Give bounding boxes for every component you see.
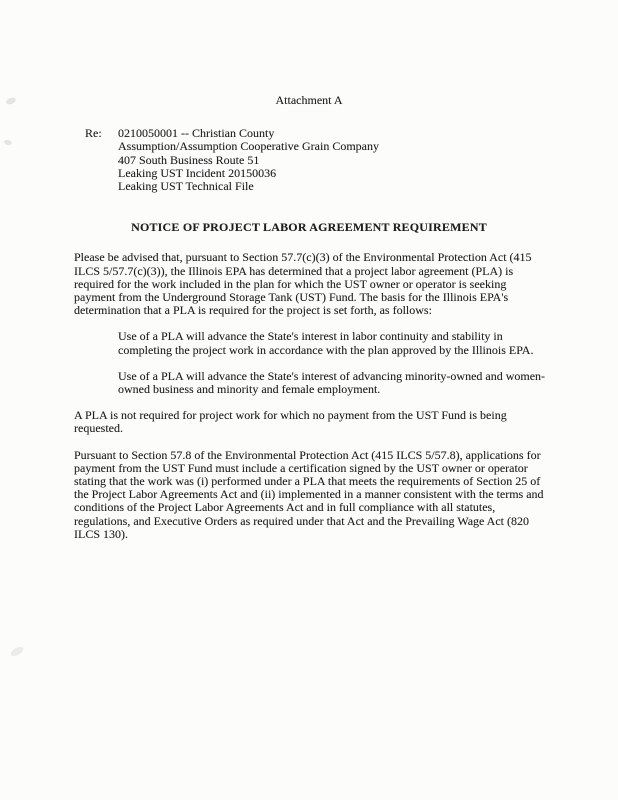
paragraph-basis-minority-owned: Use of a PLA will advance the State's interest of advancing minority-owned and women-owned business and minority and female employment.: [118, 368, 546, 397]
paragraph-basis-labor-continuity: Use of a PLA will advance the State's interest in labor continuity and stability in completing the project work in accordance with the plan approved by the Illinois EPA.: [118, 329, 534, 357]
notice-heading: NOTICE OF PROJECT LABOR AGREEMENT REQUIREMENT: [131, 220, 487, 235]
paragraph-advisory: Please be advised that, pursuant to Section 57.7(c)(3) of the Environmental Protection Act (415 ILCS 5/57.7(c)(3)), the Illinois EPA has determined that a project labor agreement (PLA) is required for the work included in the plan for which the UST owner or operator is seeking payment from the Underground Storage Tank (UST) Fund. The basis for the Illinois EPA's determination that a PLA is required for the project is set forth, as follows:: [74, 250, 532, 318]
paragraph-pla-not-required: A PLA is not required for project work for which no payment from the UST Fund is being requested.: [74, 408, 507, 436]
paragraph-certification-requirement: Pursuant to Section 57.8 of the Environmental Protection Act (415 ILCS 5/57.8), applications for payment from the UST Fund must include a certification signed by the UST owner or operator stating that the work was (i) performed under a PLA that meets the requirements of Section 25 of the Project Labor Agreements Act and (ii) implemented in a manner consistent with the terms and conditions of the Project Labor Agreements Act and in full compliance with all statutes, regulations, and Executive Orders as required under that Act and the Prevailing Wage Act (820 ILCS 130).: [74, 447, 544, 541]
re-line-incident: Leaking UST Incident 20150036: [118, 165, 277, 180]
scan-artifact: [3, 139, 12, 146]
scan-artifact: [9, 645, 25, 658]
re-line-address: 407 South Business Route 51: [118, 152, 260, 167]
re-line-company: Assumption/Assumption Cooperative Grain Company: [118, 139, 379, 154]
re-block: [85, 127, 618, 193]
re-lines: [118, 127, 379, 193]
document-body: [74, 251, 548, 541]
re-label: Re:: [85, 126, 102, 141]
re-line-file: Leaking UST Technical File: [118, 179, 254, 194]
re-line-incident-number: 0210050001 -- Christian County: [118, 126, 275, 141]
attachment-label: Attachment A: [275, 93, 343, 107]
